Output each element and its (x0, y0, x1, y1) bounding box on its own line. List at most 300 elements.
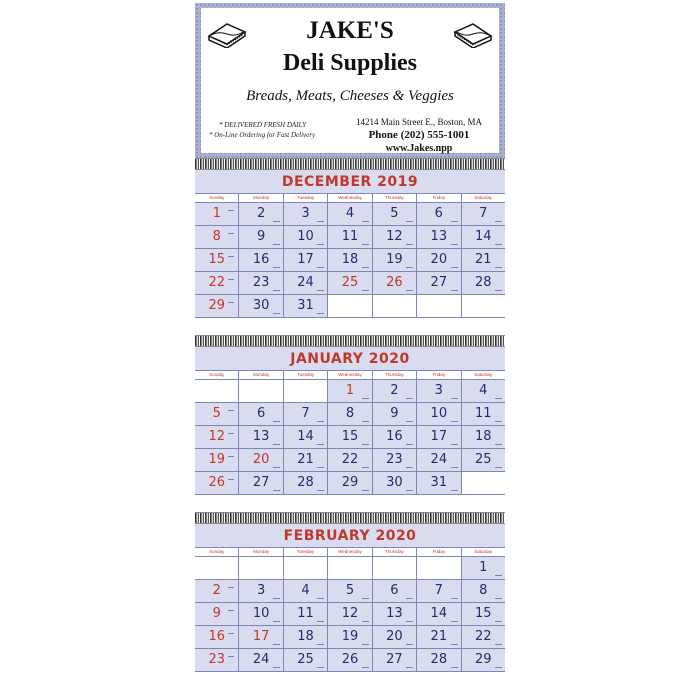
day-cell (373, 403, 417, 425)
day-number: 6 (434, 206, 443, 221)
weekday-header (195, 547, 505, 557)
day-cell (284, 472, 328, 494)
day-cell (417, 426, 461, 448)
day-number: 20 (386, 629, 403, 644)
day-number: 20 (430, 252, 448, 267)
day-number: 14 (474, 229, 492, 244)
day-cell (239, 426, 283, 448)
cell-note-line (406, 598, 413, 599)
weekday-label: Saturday (474, 195, 493, 200)
day-cell (328, 449, 372, 471)
cell-note-line (495, 667, 502, 668)
day-cell (239, 226, 283, 248)
day-number: 9 (212, 606, 221, 621)
day-cell (373, 226, 417, 248)
weekday-label: Friday (417, 548, 461, 556)
day-cell (195, 649, 239, 671)
day-number: 5 (345, 583, 355, 598)
day-number: 6 (390, 583, 399, 598)
cell-note-line (228, 433, 234, 434)
week-row (195, 272, 505, 295)
day-number: 28 (430, 652, 448, 667)
cell-note-line (451, 244, 458, 245)
day-number: 23 (208, 652, 225, 667)
day-number: 14 (297, 429, 314, 444)
day-cell (462, 626, 505, 648)
day-cell (284, 626, 328, 648)
day-cell (328, 649, 372, 671)
day-cell (373, 380, 417, 402)
month-body (195, 524, 505, 672)
day-number: 12 (341, 606, 359, 621)
header-panel (201, 8, 499, 153)
day-number: 4 (301, 583, 310, 598)
day-number: 22 (208, 275, 225, 290)
empty-cell (373, 557, 417, 579)
day-number: 19 (208, 452, 225, 467)
weekday-label: Friday (417, 371, 461, 379)
cell-note-line (362, 667, 369, 668)
day-cell (328, 272, 372, 294)
day-cell (417, 403, 461, 425)
day-cell (239, 472, 283, 494)
cell-note-line (228, 656, 234, 657)
cell-note-line (273, 598, 280, 599)
day-cell (462, 272, 505, 294)
weekday-label: Monday (239, 371, 283, 379)
cell-note-line (228, 233, 234, 234)
weekday-label: Wednesday (328, 371, 372, 379)
day-cell (462, 649, 505, 671)
day-number: 21 (474, 252, 492, 267)
empty-cell (284, 557, 328, 579)
cell-note-line (228, 479, 234, 480)
day-cell (239, 203, 283, 225)
day-cell (328, 203, 372, 225)
day-cell (284, 580, 328, 602)
day-number: 2 (256, 206, 266, 221)
week-row (195, 403, 505, 426)
day-cell (195, 226, 239, 248)
cell-note-line (317, 644, 324, 645)
cell-note-line (406, 444, 413, 445)
day-cell (417, 649, 461, 671)
day-cell (328, 226, 372, 248)
cell-note-line (273, 621, 280, 622)
weekday-label: Monday (239, 194, 283, 202)
day-number: 2 (390, 383, 399, 398)
cell-note-line (406, 621, 413, 622)
month-title: FEBRUARY 2020 (283, 528, 417, 544)
cell-note-line (451, 667, 458, 668)
cell-note-line (362, 644, 369, 645)
empty-cell (328, 295, 372, 317)
day-cell (462, 203, 505, 225)
day-number: 5 (390, 206, 399, 221)
day-cell (462, 449, 505, 471)
day-cell (462, 603, 505, 625)
day-cell (373, 249, 417, 271)
empty-cell (462, 295, 505, 317)
cell-note-line (273, 313, 280, 314)
cell-note-line (495, 467, 502, 468)
day-cell (417, 203, 461, 225)
week-row (195, 449, 505, 472)
cell-note-line (406, 290, 413, 291)
day-cell (373, 472, 417, 494)
day-cell (462, 249, 505, 271)
cell-note-line (406, 244, 413, 245)
cell-note-line (406, 221, 413, 222)
weekday-label: Thursday (373, 548, 417, 556)
street-address: 14214 Main Street E., Boston, MA (356, 117, 482, 127)
day-cell (373, 203, 417, 225)
day-cell (239, 649, 283, 671)
cell-note-line (406, 467, 413, 468)
day-cell (373, 272, 417, 294)
day-number: 11 (297, 606, 314, 621)
day-cell (417, 249, 461, 271)
weekday-label: Sunday (195, 371, 239, 379)
cell-note-line (228, 587, 234, 588)
day-number: 28 (474, 275, 492, 290)
cell-note-line (228, 456, 234, 457)
wall-calendar (195, 0, 505, 700)
day-number: 26 (341, 652, 359, 667)
day-number: 5 (212, 406, 221, 421)
day-number: 22 (474, 629, 492, 644)
day-number: 21 (430, 629, 448, 644)
cell-note-line (495, 644, 502, 645)
cell-note-line (495, 221, 502, 222)
day-cell (462, 557, 505, 579)
day-cell (195, 295, 239, 317)
week-row (195, 295, 505, 318)
day-cell (284, 249, 328, 271)
day-cell (328, 626, 372, 648)
cell-note-line (451, 490, 458, 491)
week-row (195, 203, 505, 226)
day-number: 16 (208, 629, 225, 644)
month-title: DECEMBER 2019 (281, 174, 419, 190)
day-number: 20 (252, 452, 270, 467)
week-row (195, 580, 505, 603)
day-cell (417, 272, 461, 294)
cell-note-line (273, 244, 280, 245)
day-number: 10 (252, 606, 270, 621)
day-cell (417, 449, 461, 471)
day-number: 22 (341, 452, 359, 467)
cell-note-line (228, 279, 234, 280)
month-grid (195, 547, 505, 672)
cell-note-line (495, 575, 502, 576)
month-panel (195, 512, 505, 672)
weekday-label: Sunday (195, 548, 239, 556)
month-body (195, 347, 505, 495)
cell-note-line (317, 444, 324, 445)
empty-cell (328, 557, 372, 579)
cell-note-line (317, 244, 324, 245)
week-row (195, 249, 505, 272)
cell-note-line (406, 398, 413, 399)
tagline: Breads, Meats, Cheeses & Veggies (246, 88, 454, 104)
day-number: 4 (479, 383, 488, 398)
cell-note-line (451, 398, 458, 399)
day-number: 8 (212, 229, 221, 244)
company-subtitle: Deli Supplies (282, 50, 418, 76)
day-cell (328, 472, 372, 494)
day-number: 7 (479, 206, 488, 221)
day-number: 3 (256, 583, 266, 598)
day-number: 27 (252, 475, 270, 490)
cell-note-line (495, 598, 502, 599)
day-number: 3 (301, 206, 310, 221)
day-number: 13 (252, 429, 270, 444)
cell-note-line (317, 621, 324, 622)
day-cell (195, 449, 239, 471)
day-cell (462, 403, 505, 425)
cell-note-line (362, 467, 369, 468)
day-cell (417, 603, 461, 625)
weekday-label: Wednesday (328, 548, 372, 556)
day-cell (328, 403, 372, 425)
day-cell (284, 272, 328, 294)
day-cell (239, 249, 283, 271)
cell-note-line (362, 244, 369, 245)
day-cell (328, 249, 372, 271)
day-number: 13 (430, 229, 448, 244)
day-number: 31 (297, 298, 314, 313)
day-number: 11 (474, 406, 492, 421)
cell-note-line (362, 421, 369, 422)
day-cell (373, 426, 417, 448)
day-number: 25 (341, 275, 359, 290)
day-cell (462, 580, 505, 602)
day-number: 10 (430, 406, 448, 421)
cell-note-line (317, 421, 324, 422)
empty-cell (195, 557, 239, 579)
cell-note-line (317, 313, 324, 314)
day-cell (284, 403, 328, 425)
cell-note-line (451, 467, 458, 468)
week-row (195, 626, 505, 649)
spiral-binding (195, 158, 505, 170)
day-number: 29 (474, 652, 492, 667)
cell-note-line (406, 667, 413, 668)
day-number: 16 (252, 252, 270, 267)
month-body (195, 170, 505, 318)
day-cell (284, 649, 328, 671)
day-number: 1 (345, 383, 355, 398)
day-number: 18 (297, 629, 314, 644)
day-number: 8 (479, 583, 488, 598)
day-cell (195, 249, 239, 271)
day-number: 29 (208, 298, 225, 313)
day-cell (462, 380, 505, 402)
cell-note-line (406, 267, 413, 268)
cell-note-line (451, 444, 458, 445)
empty-cell (462, 472, 505, 494)
day-number: 19 (386, 252, 403, 267)
day-number: 30 (252, 298, 270, 313)
empty-cell (417, 295, 461, 317)
day-number: 10 (297, 229, 314, 244)
week-row (195, 557, 505, 580)
weekday-label: Tuesday (284, 194, 328, 202)
day-number: 3 (434, 383, 443, 398)
day-number: 19 (341, 629, 359, 644)
cell-note-line (362, 444, 369, 445)
day-cell (417, 472, 461, 494)
day-cell (239, 403, 283, 425)
phone-number: Phone (202) 555-1001 (368, 129, 470, 141)
month-panel (195, 335, 505, 495)
empty-cell (239, 380, 283, 402)
cell-note-line (228, 610, 234, 611)
day-cell (195, 580, 239, 602)
day-number: 29 (341, 475, 359, 490)
cell-note-line (362, 490, 369, 491)
day-number: 7 (301, 406, 310, 421)
day-number: 15 (208, 252, 225, 267)
company-name: JAKE'S (306, 17, 394, 44)
cell-note-line (362, 621, 369, 622)
cell-note-line (273, 421, 280, 422)
promo-notes (209, 120, 315, 140)
cell-note-line (228, 410, 234, 411)
day-number: 16 (386, 429, 403, 444)
cell-note-line (362, 598, 369, 599)
day-cell (373, 603, 417, 625)
cell-note-line (451, 290, 458, 291)
cell-note-line (362, 398, 369, 399)
cell-note-line (495, 444, 502, 445)
cell-note-line (273, 290, 280, 291)
day-cell (373, 580, 417, 602)
cell-note-line (317, 490, 324, 491)
week-row (195, 426, 505, 449)
day-cell (284, 203, 328, 225)
day-number: 7 (434, 583, 443, 598)
day-number: 12 (208, 429, 225, 444)
day-number: 9 (390, 406, 399, 421)
day-number: 2 (212, 583, 221, 598)
weekday-header (195, 370, 505, 380)
day-number: 23 (386, 452, 403, 467)
cell-note-line (317, 667, 324, 668)
weekday-label: Thursday (373, 194, 417, 202)
cell-note-line (495, 244, 502, 245)
cell-note-line (495, 398, 502, 399)
day-cell (373, 449, 417, 471)
contact-block (349, 116, 489, 155)
day-number: 1 (212, 206, 221, 221)
day-number: 24 (297, 275, 314, 290)
day-number: 15 (341, 429, 359, 444)
day-cell (373, 649, 417, 671)
cell-note-line (495, 621, 502, 622)
day-number: 21 (297, 452, 314, 467)
cell-note-line (273, 667, 280, 668)
day-number: 17 (430, 429, 448, 444)
note-online: * On-Line Ordering for Fast Delivery (209, 131, 316, 139)
empty-cell (417, 557, 461, 579)
day-cell (195, 403, 239, 425)
cell-note-line (362, 290, 369, 291)
spiral-binding (195, 512, 505, 524)
cell-note-line (228, 256, 234, 257)
cell-note-line (406, 421, 413, 422)
calendar-header (195, 3, 505, 158)
cell-note-line (451, 598, 458, 599)
weekday-label: Friday (417, 194, 461, 202)
day-cell (195, 272, 239, 294)
day-cell (417, 380, 461, 402)
cell-note-line (317, 598, 324, 599)
day-cell (328, 603, 372, 625)
month-grid (195, 193, 505, 318)
month-grid (195, 370, 505, 495)
weekday-label: Tuesday (284, 548, 328, 556)
week-row (195, 649, 505, 672)
day-cell (284, 603, 328, 625)
cell-note-line (406, 644, 413, 645)
cell-note-line (273, 467, 280, 468)
day-cell (284, 295, 328, 317)
cell-note-line (451, 267, 458, 268)
day-number: 4 (345, 206, 355, 221)
day-cell (195, 472, 239, 494)
note-delivery: * DELIVERED FRESH DAILY (219, 121, 307, 129)
day-cell (239, 626, 283, 648)
day-cell (417, 226, 461, 248)
day-number: 23 (252, 275, 270, 290)
day-cell (195, 426, 239, 448)
day-number: 26 (386, 275, 403, 290)
week-row (195, 380, 505, 403)
cell-note-line (362, 267, 369, 268)
day-number: 8 (345, 406, 355, 421)
cell-note-line (228, 210, 234, 211)
day-number: 24 (430, 452, 448, 467)
day-number: 18 (474, 429, 492, 444)
cell-note-line (273, 221, 280, 222)
day-number: 11 (341, 229, 359, 244)
day-number: 28 (297, 475, 314, 490)
day-number: 25 (474, 452, 492, 467)
cell-note-line (451, 221, 458, 222)
empty-cell (284, 380, 328, 402)
day-cell (195, 603, 239, 625)
cell-note-line (273, 444, 280, 445)
cell-note-line (273, 267, 280, 268)
cell-note-line (273, 644, 280, 645)
day-cell (239, 449, 283, 471)
cell-note-line (495, 290, 502, 291)
day-number: 6 (256, 406, 266, 421)
day-cell (195, 626, 239, 648)
cell-note-line (451, 421, 458, 422)
spiral-binding (195, 335, 505, 347)
day-number: 27 (430, 275, 448, 290)
day-cell (373, 626, 417, 648)
weekday-label: Thursday (373, 371, 417, 379)
weekday-label: Saturday (474, 549, 493, 554)
cell-note-line (317, 267, 324, 268)
weekday-label: Sunday (195, 194, 239, 202)
day-number: 26 (208, 475, 225, 490)
day-cell (328, 380, 372, 402)
